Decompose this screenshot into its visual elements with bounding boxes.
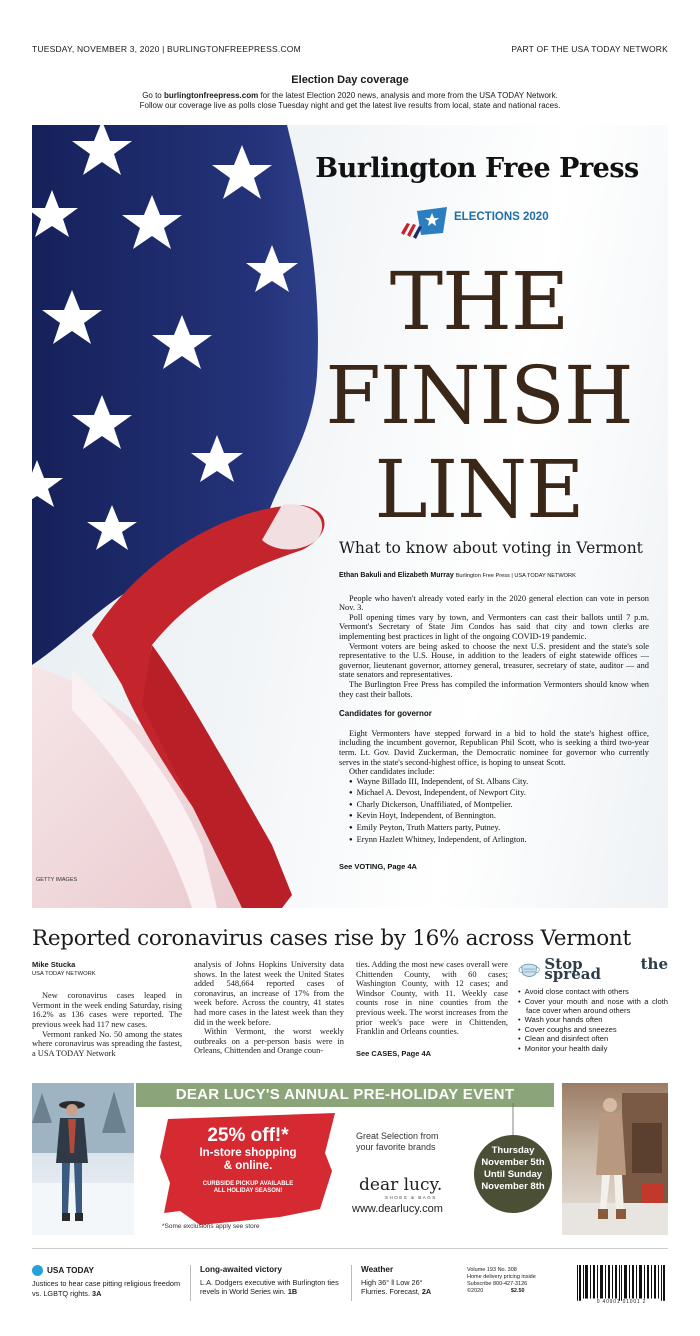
victory-title: Long-awaited victory	[200, 1265, 282, 1274]
divider	[190, 1265, 191, 1301]
usa-today-teaser[interactable]	[32, 1265, 182, 1298]
promo-line-2: Follow our coverage live as polls close Tuesday night and get the latest live results from local, state and national races.	[139, 101, 561, 110]
victory-body: L.A. Dodgers executive with Burlington ties revels in World Series win.	[200, 1277, 339, 1296]
dear-lucy-logo-sub: SHOES & BAGS	[385, 1195, 437, 1200]
list-item: • Cover coughs and sneezes	[518, 1025, 668, 1034]
ad-date-3: Until Sunday	[483, 1169, 543, 1180]
ad-date-2: November 5th	[481, 1157, 545, 1168]
woman-on-steps-image	[562, 1083, 668, 1235]
byline-authors: Ethan Bakuli and Elizabeth Murray	[339, 572, 454, 579]
dear-lucy-ad[interactable]	[32, 1083, 668, 1235]
tag-string-icon	[508, 1103, 518, 1137]
victory-page: 1B	[287, 1287, 298, 1296]
usa-teaser-body: Justices to hear case pitting religious freedom vs. LGBTQ rights.	[32, 1279, 181, 1298]
weather-title: Weather	[361, 1265, 394, 1274]
list-item: ● Wayne Billado III, Independent, of St. Albans City.	[349, 777, 649, 789]
ad-curbside-1: CURBSIDE PICKUP AVAILABLE	[202, 1181, 294, 1187]
covid-column-3	[356, 960, 508, 1058]
list-item: • Avoid close contact with others	[518, 987, 668, 996]
subscribe-phone: Subscribe 800-427-3126	[467, 1281, 528, 1287]
candidate-list	[349, 777, 649, 847]
story-paragraph: The Burlington Free Press has compiled the information Vermonters should know when they cast their ballots.	[339, 679, 649, 699]
elections-label: ELECTIONS 2020	[454, 211, 549, 223]
byline-affiliation: Burlington Free Press | USA TODAY NETWORK	[455, 573, 576, 579]
headline-line-1: THE	[389, 255, 569, 348]
weather-forecast	[361, 1287, 456, 1297]
footer-teasers	[32, 1248, 668, 1308]
list-item: • Cover your mouth and nose with a cloth face cover when around others	[518, 997, 668, 1016]
cover-price: $2.50	[510, 1288, 525, 1294]
promo-line-1	[60, 91, 640, 101]
volume-number: Volume 193 No. 308	[467, 1267, 517, 1273]
story-paragraph: analysis of Johns Hopkins University data shows. In the latest week the United States added 548,664 reported cases of coronavirus, an increase of 17% from the week before. Across the country, 41 states had more cases in the latest week than they did in the week before.	[194, 960, 344, 1027]
divider	[351, 1265, 352, 1301]
story-paragraph: New coronavirus cases leaped in Vermont in the week ending Saturday, rising 16.2% as 136 cases were reported. The previous week had 117 new cases.	[32, 991, 182, 1029]
list-item: ● Emily Peyton, Truth Matters party, Putney.	[349, 823, 649, 835]
hero-section	[32, 125, 668, 908]
usa-today-label: USA TODAY	[47, 1265, 95, 1275]
ad-instore-2: & online.	[223, 1160, 273, 1172]
weather-teaser[interactable]	[361, 1265, 456, 1297]
promo-line-1-pre: Go to	[142, 91, 164, 100]
story-subhead: Candidates for governor	[339, 709, 432, 719]
dear-lucy-logo: dear lucy.	[359, 1175, 443, 1195]
covid-author: Mike Stucka	[32, 960, 76, 969]
covid-headline[interactable]: Reported coronavirus cases rise by 16% across Vermont	[32, 926, 631, 951]
ad-photo-left	[32, 1083, 134, 1235]
usa-today-brand	[32, 1265, 182, 1276]
ad-url[interactable]: www.dearlucy.com	[352, 1203, 443, 1215]
delivery-pricing: Home delivery pricing inside	[467, 1274, 536, 1280]
usa-today-dot-icon	[32, 1265, 43, 1276]
voting-jump-link[interactable]: See VOTING, Page 4A	[339, 862, 417, 872]
list-item: ● Erynn Hazlett Whitney, Independent, of Arlington.	[349, 835, 649, 847]
story-paragraph: Poll opening times vary by town, and Vermonters can cast their ballots until 7 p.m. Vermont's Secretary of State Jim Condos has said that city and town clerks are implementing best practices in light of the ongoing COVID-19 pandemic.	[339, 612, 649, 641]
main-headline	[314, 255, 644, 537]
weather-temps: High 36° ‖ Low 26°	[361, 1277, 423, 1287]
ad-banner: DEAR LUCY'S ANNUAL PRE-HOLIDAY EVENT	[136, 1083, 554, 1107]
list-item: ● Kevin Hoyt, Independent, of Bennington.	[349, 811, 649, 823]
covid-column-1	[32, 960, 182, 1058]
covid-affiliation: USA TODAY NETWORK	[32, 970, 96, 977]
ad-curbside	[168, 1181, 328, 1195]
cases-jump-link[interactable]: See CASES, Page 4A	[356, 1048, 432, 1058]
list-item: • Wash your hands often	[518, 1015, 668, 1024]
ad-great-1: Great Selection from	[356, 1131, 439, 1141]
promo-link[interactable]: burlingtonfreepress.com	[163, 91, 259, 100]
spread-title	[518, 955, 668, 983]
date-site-line: TUESDAY, NOVEMBER 3, 2020 | BURLINGTONFREEPRESS.COM	[32, 44, 301, 54]
copyright-price	[467, 1288, 567, 1295]
paper-info	[467, 1267, 567, 1295]
woman-in-snow-image	[32, 1083, 134, 1235]
ad-curbside-2: ALL HOLIDAY SEASON!	[213, 1188, 283, 1194]
network-line: PART OF THE USA TODAY NETWORK	[511, 44, 668, 54]
story-paragraph: Vermont ranked No. 50 among the states where coronavirus was spreading the fastest, a USA TODAY Network	[32, 1029, 182, 1058]
spread-list	[518, 987, 668, 1053]
headline-line-2: FINISH	[325, 349, 633, 442]
list-item: ● Michael A. Devost, Independent, of Newport City.	[349, 788, 649, 800]
ad-exclusions: *Some exclusions apply see store	[162, 1223, 260, 1230]
story-paragraph: People who haven't already voted early in the 2020 general election can vote in person Nov. 3.	[339, 593, 649, 613]
ad-red-text	[168, 1125, 328, 1195]
barcode-number: 0 40901 01001 2	[596, 1299, 647, 1305]
top-bar	[32, 44, 668, 56]
story-paragraph: Within Vermont, the worst weekly outbreaks on a per-person basis were in Orleans, Chittenden and Orange coun-	[194, 1027, 344, 1056]
covid-column-2	[194, 960, 344, 1056]
dek: What to know about voting in Vermont	[339, 539, 643, 557]
masthead[interactable]: Burlington Free Press	[315, 153, 639, 184]
voting-story	[339, 571, 649, 872]
ad-selection-text	[356, 1131, 476, 1153]
photo-credit: GETTY IMAGES	[36, 877, 78, 883]
list-item: • Clean and disinfect often	[518, 1034, 668, 1043]
election-promo	[60, 74, 640, 111]
story-paragraph: ties. Adding the most new cases overall were Chittenden County, with 60 cases; Washington County, with 12 cases; and Windsor County, with 11. Weekly case counts rose in nine counties from the previous week. The worst increases from the prior week's pace were in Chittenden, Franklin and Orleans counties.	[356, 960, 508, 1037]
ad-date-4: November 8th	[481, 1181, 545, 1192]
story-paragraph: Other candidates include:	[349, 767, 435, 777]
story-paragraph: Eight Vermonters have stepped forward in a bid to hold the state's highest office, including the incumbent governor, Republican Phil Scott, who is seeking a third two-year term. Lt. Gov. David Zuckerman, the Democratic nominee for governor who currently serves in the state's second-highest office, is hoping to unseat Scott.	[339, 728, 649, 767]
byline	[339, 571, 649, 582]
ad-great-2: your favorite brands	[356, 1142, 436, 1152]
ad-photo-right	[562, 1083, 668, 1235]
usa-teaser-text	[32, 1279, 182, 1298]
ad-discount: 25% off!*	[207, 1125, 289, 1146]
ad-date-tag	[474, 1135, 552, 1213]
copyright: ©2020	[467, 1288, 484, 1294]
ad-date-1: Thursday	[491, 1145, 535, 1156]
stop-the-spread-box	[518, 955, 668, 1053]
ad-instore-1: In-store shopping	[199, 1147, 297, 1159]
list-item: • Monitor your health daily	[518, 1044, 668, 1053]
barcode-icon	[575, 1265, 668, 1303]
story-paragraph: Vermont voters are being asked to choose the next U.S. president and the state's sole representative to the U.S. House, in addition to the leaders of eight statewide offices — governor, lieutenant governor, attorney general, treasurer, secretary of state, auditor — and state senators and representatives.	[339, 641, 649, 680]
victory-teaser[interactable]	[200, 1265, 340, 1297]
elections-badge	[399, 203, 549, 243]
headline-line-3: LINE	[374, 443, 584, 536]
weather-page: 2A	[421, 1287, 432, 1296]
usa-teaser-page: 3A	[92, 1288, 102, 1298]
spread-title-text: Stop the spread	[544, 955, 668, 983]
promo-line-1-post: for the latest Election 2020 news, analysis and more from the USA TODAY Network.	[258, 91, 558, 100]
face-mask-icon	[518, 961, 540, 979]
list-item: ● Charly Dickerson, Unaffiliated, of Montpelier.	[349, 800, 649, 812]
elections-logo-icon	[399, 203, 451, 243]
weather-forecast-text: Flurries. Forecast,	[361, 1287, 420, 1296]
victory-text	[200, 1278, 340, 1297]
promo-title: Election Day coverage	[291, 74, 409, 86]
